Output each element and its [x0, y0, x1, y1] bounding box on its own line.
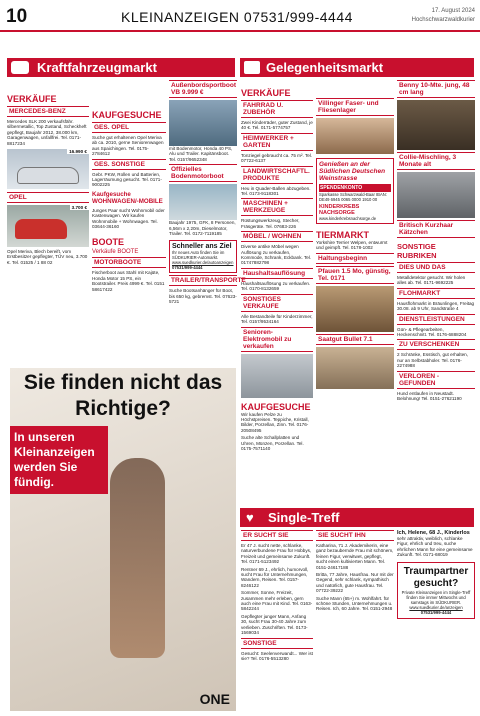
puppy-photo [316, 286, 394, 332]
er-sucht-ad-3: Sommer, Sonne, Freizeit, zusammen mehr erleben, gern auch eine Frau mit Kind. Tel. 0163-5842244 [241, 590, 313, 612]
gelegenheit-kaufgesuche-heading: KAUFGESUCHE [241, 401, 311, 412]
landwirtschaft-category: LANDWIRTSCHAFTL. PRODUKTE [241, 166, 313, 184]
verloren-ad-text: Hund entlaufen in Neustadt. Belohnung! Tel. 0151-27621190 [397, 390, 462, 402]
haushalt-ad-text: Haushaltsauflösung zu verkaufen. Tel. 0170-8132659 [241, 280, 311, 292]
flohmarkt-category: FLOHMARKT [397, 288, 475, 299]
kfz-section-title: Kraftfahrzeugmarkt [37, 60, 157, 75]
mass-heading: Haltungsbeginn [316, 253, 394, 264]
traumpartner-text: Private Kleinanzeigen im Single-Treff finden Sie immer Mittwochs und samstags im SÜDKURIER. [401, 589, 471, 605]
mercedes-ad-text: Mercedes SLK 200 verkaufsfähr. silbermetallic, Top Zustand, Scheckheft gepflegt, Baujahr 2012, 38.000 km, Garagenwagen, unfallfrei. Tel. 0171-8817234 [7, 119, 87, 146]
kfz-column-1 [7, 80, 89, 367]
header-publisher: Hochschwarzwaldkurier [411, 17, 475, 23]
single-section-title: Single-Treff [268, 510, 340, 525]
boote-verkaufe-label: Verkäufe BOOTE [92, 249, 139, 256]
kaufgesuche-ad-text-2: Suche alte Schallplatten und Uhren, Münzen, Porzellan. Tel. 0175-7571140 [241, 435, 304, 451]
opel-photo [7, 205, 89, 247]
gelegenheit-column-b [316, 80, 394, 500]
wohnmobile-heading: Kaufgesuche WOHNWAGEN/-MOBILE [92, 190, 163, 205]
dog-caption: Collie-Mischling, 3 Monate alt [397, 152, 475, 170]
tiermarkt-heading: TIERMARKT [316, 230, 369, 240]
banner-subline: In unseren Kleinanzeigen werden Sie fündig. [10, 426, 108, 494]
ges-opel-category: GES. OPEL [92, 122, 166, 133]
geniessen-promo-title: Genießen an der Südlichen Deutschen Weinstrasse [319, 161, 386, 182]
boat-ad-text: mit Bodenmotor, Honda 40 PS, Alu und Trailer. Kapitänsboot. Tel. 0157/9652348 [169, 146, 233, 162]
motorboote-ad-text: Fischerboot aus Stahl mit Kajüte, Honda Motor 15 PS, ein Bootstrailer. Preis 4999 €. Tel. 0151 58617422 [92, 270, 165, 292]
banner-brand-logo: ONE [199, 691, 230, 707]
opel-category: OPEL [7, 192, 89, 203]
maschinen-ad-text: Rüstungswerkzeug, Stecher, Fräsgeräte. Tel. 07683-226 [241, 218, 300, 229]
verloren-category: VERLOREN - GEFUNDEN [397, 371, 475, 389]
opel-ad-text: Opel Meriva, Blech bereift, vom Erstbesitzer gepflegter, TÜV neu, 3.700 €. Tel. 01525 / 1 88 02 [7, 249, 88, 265]
traumpartner-phone: 07531/999-4444 [420, 609, 452, 615]
gelegenheit-section-bar [240, 58, 474, 77]
kaufgesuche-ad-text: Wir kaufen Pelze zu Höchstpreisen. Teppiche, Kristall, Bilder, Porzellan, Zinn. Tel. 0176-20508495 [241, 411, 309, 433]
er-sucht-ad-2: Rentner 69 J., ehrlich, humorvoll, sucht Frau für Unternehmungen, Wandern, Reisen. Tel. 0157-8246122 [241, 566, 309, 588]
header-rule [0, 30, 480, 32]
benny-heading: Benny 10-Mte. jung, 48 cm lang [397, 80, 475, 98]
sie-sucht-ihn-heading: SIE SUCHT IHN [316, 530, 394, 541]
boat-photo [169, 100, 237, 146]
automarkt-promo-link[interactable]: www.suedkurier.de/autoanzeigen [172, 260, 234, 266]
haushalt-category: Haushaltsauflösung [241, 268, 313, 279]
geniessen-promo-box [316, 158, 394, 224]
mercedes-photo [7, 149, 89, 189]
maschinen-category: MASCHINEN + WERKZEUGE [241, 198, 313, 216]
dienstleistungen-category: DIENSTLEISTUNGEN [397, 314, 475, 325]
dies-das-ad-text: Metalldetektor gesucht. Wir holen alles ab. Tel. 0171-9692225 [397, 275, 466, 286]
page-number: 10 [6, 6, 28, 27]
scooter-photo [241, 354, 313, 398]
boat2-ad-text: Baujahr 1975, GFK, 8 Personen, 6,56m x 2,20m, Dieselmotor, Trailer. Tel. 0172-7119185 [169, 220, 236, 237]
single-column-c [397, 530, 475, 714]
ges-sonstige-ad-text: Gebr. PKW, Rollen und Batterien, Lagerräumung gesucht. Tel. 0171-9002225 [92, 171, 162, 188]
kfz-verkaufe-heading: VERKÄUFE [7, 94, 57, 104]
heart-icon: ♥ [246, 510, 254, 525]
sie-sucht-ad-3: Suche Mann (65+) m. Wohlfahrt. für schöne Stunden, Unternehmungen u. Reisen. Ich, 60 Jahre. Tel. 0151-2948 [316, 595, 393, 612]
boat-ad-caption: Außenbordsportboot VB 9.999 € [171, 82, 236, 96]
mercedes-price-badge: 16.990 € [69, 149, 87, 155]
gotier-heading: Saatgut Bullet 7.1 [316, 334, 394, 345]
flohmarkt-ad-text: Hausflohmarkt in Bräunlingen, Freitag 30.08. ab 9 Uhr, Sandstraße 4 [397, 300, 475, 312]
single-sonstige-heading: SONSTIGE [241, 638, 313, 649]
benny-dog-photo [397, 100, 475, 150]
helene-ad-text: sehr attraktiv, weiblich, schlanke Figur, ehrlich und treu, suche ehrlichen Mann für eine gemeinsame Zukunft. Tel. 0171-68019 [397, 536, 473, 558]
car-shape-icon [15, 219, 67, 239]
automarkt-promo-phone: 07531/999-4444 [172, 265, 203, 271]
gelegenheit-verkaufe-heading: VERKÄUFE [241, 88, 291, 98]
pfau-heading: Pfauen 1.5 Mo, günstig, Tel. 0171 [316, 266, 394, 284]
single-sonstige-ad: Gesucht: Seelenverwandt... Wer ist sie? Tel. 0176-5513280 [241, 650, 313, 661]
traumpartner-title: Traumpartner gesucht? [403, 565, 469, 589]
tiles-photo [316, 118, 394, 154]
kfz-section-bar [7, 58, 235, 77]
spendenkonto-heading: SPENDENKONTO [319, 184, 391, 192]
boat2-ad-caption: Offizielles Bodenmotorboot [169, 164, 237, 182]
kinderkrebs-link[interactable]: www.kinderkrebsnachsorge.de [319, 216, 377, 221]
zu-verschenken-ad-text: 2 Schränke, Esstisch, gut erhalten, nur an Selbstabholer. Tel. 0176-2274988 [397, 352, 468, 369]
fahrrad-category: FAHRRAD U. ZUBEHÖR [241, 100, 313, 118]
opel-price-badge: 3.700 € [71, 205, 87, 211]
sonstige-rubriken-heading: SONSTIGE RUBRIKEN [397, 242, 437, 260]
sonstiges-ad-text: Alle Bestandteile für Kinderzimmer, Tel. 0157/9534164 [241, 313, 313, 325]
sie-sucht-ad-2: Britta, 77 Jahre, Hausfrau. Nur mit der Gegend, sehr schlank, sympathisch und natürlich, gute Hausfrau. Tel. 07722-39222 [316, 572, 394, 594]
heimwerker-category: HEIMWERKER + GARTEN [241, 133, 313, 151]
dies-das-category: DIES UND DAS [397, 262, 475, 273]
zu-verschenken-category: ZU VERSCHENKEN [397, 339, 475, 350]
kfz-kaufgesuche-heading: KAUFGESUCHE [92, 110, 162, 120]
ges-opel-ad-text: Suche gut erhaltenen Opel Meriva ab ca. 2010, gerne Seniorenwagen aus Spaichingen. Tel. 0175-2784612 [92, 135, 164, 157]
boat2-photo [169, 184, 237, 220]
page-header-title: KLEINANZEIGEN 07531/999-4444 [121, 9, 353, 25]
kinderkrebs-logo: KINDERKREBS NACHSORGE [319, 204, 360, 216]
header-date: 17. August 2024 [431, 8, 475, 14]
middle-column [169, 80, 246, 367]
er-sucht-ad-4: Gepflegter junger Mann, Anfang 30, sucht Frau 30-40 Jahre zum verlieben. Zuschriften. Tel. 0173-1569034 [241, 613, 308, 636]
fahrrad-ad-text: Zwei Kinderräder, guter Zustand, je 40 €. Tel. 0171-5774757 [241, 120, 313, 131]
mercedes-category: MERCEDES-BENZ [7, 106, 89, 117]
moebel-category: MÖBEL / WOHNEN [241, 231, 313, 242]
er-sucht-sie-heading: ER SUCHT SIE [241, 530, 313, 541]
kfz-column-2 [92, 80, 166, 367]
cat-photo [397, 172, 475, 218]
car-shape-icon [17, 167, 79, 184]
single-column-a [241, 530, 313, 714]
cat-caption: Britisch Kurzhaar Kätzchen [397, 220, 475, 238]
traumpartner-promo-box [397, 562, 475, 619]
senioren-category: Senioren-Elektromobil zu verkaufen [241, 327, 313, 352]
er-sucht-ad-1: Er 47 J. sucht nette, schlanke, naturverbundene Frau für Hobbys, Freizeit und gemeinsame Zukunft. Tel. 0171-5123492 [241, 543, 312, 565]
helene-ad-heading: Ich, Helene, 68 J., Kinderlos [397, 530, 470, 536]
gelegenheit-column-a [241, 80, 313, 500]
automarkt-promo-sub: Ihr neues Auto finden Sie im SÜDKURIER-Automarkt. [172, 250, 225, 261]
single-section-bar [240, 508, 474, 527]
dienstleistungen-ad-text: Gün- & Pflegearbeiten, Heckenschnitt. Tel. 0176-6888204 [397, 326, 467, 338]
ges-sonstige-category: GES. SONSTIGE [92, 159, 166, 170]
sonstiges-category: SONSTIGES VERKAUFE [241, 294, 313, 312]
tiermarkt-ad-text: Yorkshire Terrier Welpen, entwurmt und geimpft. Tel. 0178-1002 [316, 240, 388, 251]
trailer-ad-text: Suche Bootsanhänger für Boot, bis 650 kg, gebremst. Tel. 07623-5721 [169, 288, 237, 305]
boote-heading: BOOTE [92, 237, 125, 248]
landwirtschaft-ad-text: Heu in Quader-Ballen abzugeben. Tel. 0173-9118301 [241, 185, 311, 197]
traumpartner-link[interactable]: www.suedkurier.de/anzeigen [409, 604, 463, 610]
automarkt-promo-title: Schneller ans Ziel [172, 243, 232, 251]
wohnmobile-ad-text: Junges Paar sucht Wohnmobil oder Kastenwagen. Wir kaufen Wohnmobile + Wohnwagen. Tel. 03644-36160 [92, 207, 165, 230]
villinger-heading: Villinger Faser- und Fliesenlager [316, 98, 394, 116]
promo-banner [10, 368, 236, 711]
shopping-bag-icon [244, 61, 260, 74]
single-column-b [316, 530, 394, 714]
spendenkonto-text: Sparkasse Schwarzwald-Baar IBAN: DE49 6945 0065 0000 1910 00 [319, 192, 387, 202]
sie-sucht-ad-1: Katharina, 71 J. Akademikerin, eine ganz bezaubernde Frau mit schönem, feinen Figur, verwitwet, gepflegt, sucht einen kultivierten Mann. Tel. 0151-24617188 [316, 543, 394, 570]
banner-headline: Sie finden nicht das Richtige? [23, 371, 223, 420]
gelegenheit-column-c [397, 80, 475, 500]
small-dog-photo [316, 347, 394, 389]
trailer-category: TRAILER/TRANSPORTE [171, 277, 246, 285]
car-icon [11, 61, 29, 74]
gelegenheit-section-title: Gelegenheitsmarkt [266, 60, 384, 75]
motorboote-category: MOTORBOOTE [92, 257, 166, 268]
heimwerker-ad-text: Tonziegel gebraucht ca. 75 m². Tel. 07722-6137 [241, 152, 313, 164]
automarkt-promo-box [169, 240, 237, 273]
moebel-ad-text: Diverse antike Möbel wegen Auflösung zu verkaufen, Kommode, Schrank, Eckbank. Tel. 01747882798 [241, 244, 312, 266]
woman-figure-image [110, 458, 165, 658]
